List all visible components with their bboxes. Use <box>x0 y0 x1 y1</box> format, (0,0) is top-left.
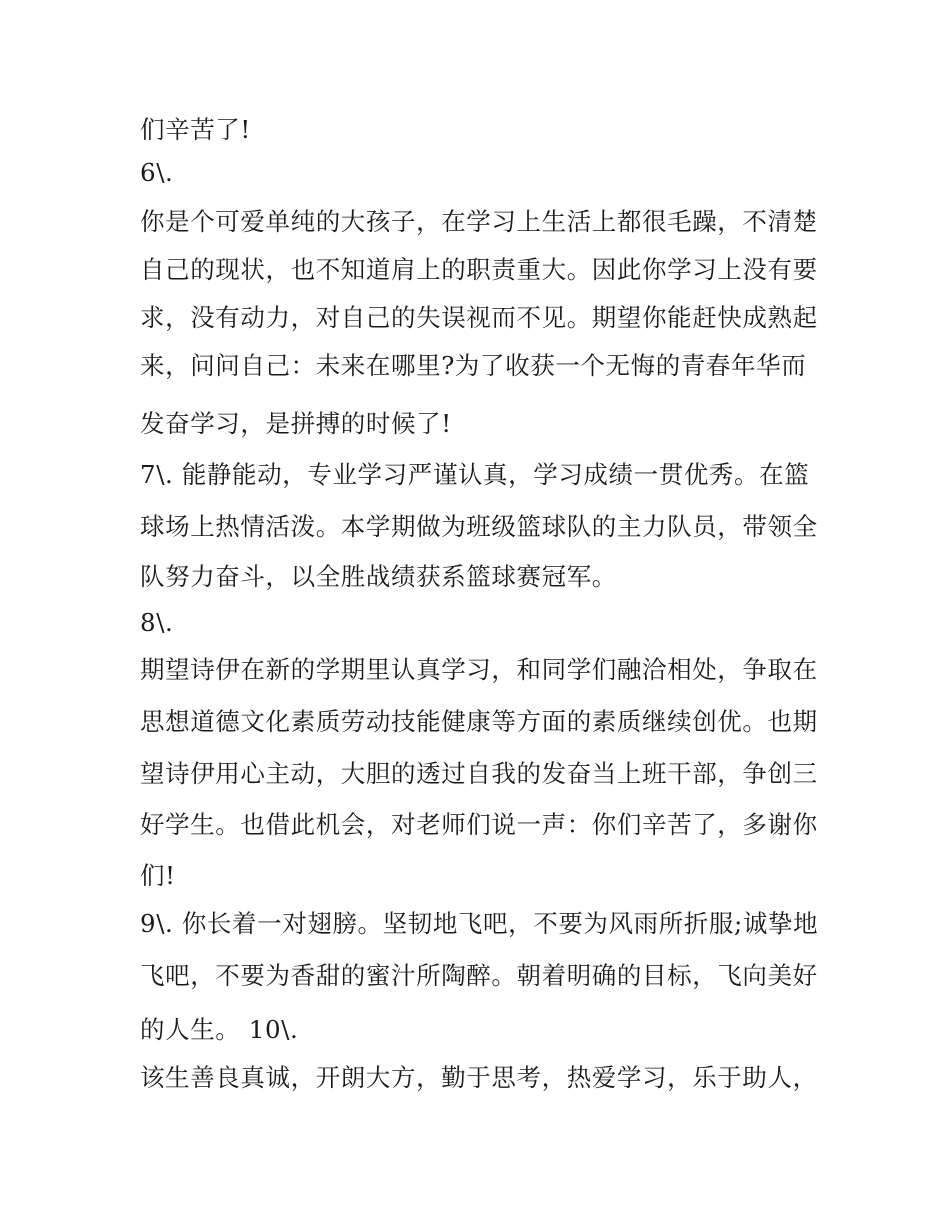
text-line: 自己的现状，也不知道肩上的职责重大。因此你学习上没有要 <box>140 255 818 284</box>
text-line: 你是个可爱单纯的大孩子，在学习上生活上都很毛躁，不清楚 <box>140 207 818 236</box>
text-line: 该生善良真诚，开朗大方，勤于思考，热爱学习，乐于助人， <box>140 1063 818 1092</box>
text-line: 9\. 你长着一对翅膀。坚韧地飞吧，不要为风雨所折服;诚挚地 <box>140 909 819 938</box>
text-line: 们辛苦了! <box>140 115 251 144</box>
text-line: 望诗伊用心主动，大胆的透过自我的发奋当上班干部，争创三 <box>140 759 818 788</box>
text-line: 来，问问自己：未来在哪里?为了收获一个无悔的青春年华而 <box>140 351 807 380</box>
item-number: 8\. <box>140 608 174 637</box>
text-line: 队努力奋斗，以全胜战绩获系篮球赛冠军。 <box>140 562 617 591</box>
text-line: 球场上热情活泼。本学期做为班级篮球队的主力队员，带领全 <box>140 512 818 541</box>
text-line: 思想道德文化素质劳动技能健康等方面的素质继续创优。也期 <box>140 707 818 736</box>
text-line: 求，没有动力，对自己的失误视而不见。期望你能赶快成熟起 <box>140 303 818 332</box>
text-line: 们! <box>140 861 176 890</box>
text-line: 好学生。也借此机会，对老师们说一声：你们辛苦了，多谢你 <box>140 810 818 839</box>
text-line: 期望诗伊在新的学期里认真学习，和同学们融洽相处，争取在 <box>140 655 818 684</box>
text-line: 的人生。 10\. <box>140 1015 299 1044</box>
item-number: 6\. <box>140 158 174 187</box>
text-line: 发奋学习，是拼搏的时候了! <box>140 409 452 438</box>
text-line: 飞吧，不要为香甜的蜜汁所陶醉。朝着明确的目标，飞向美好 <box>140 961 818 990</box>
text-line: 7\. 能静能动，专业学习严谨认真，学习成绩一贯优秀。在篮 <box>140 460 810 489</box>
